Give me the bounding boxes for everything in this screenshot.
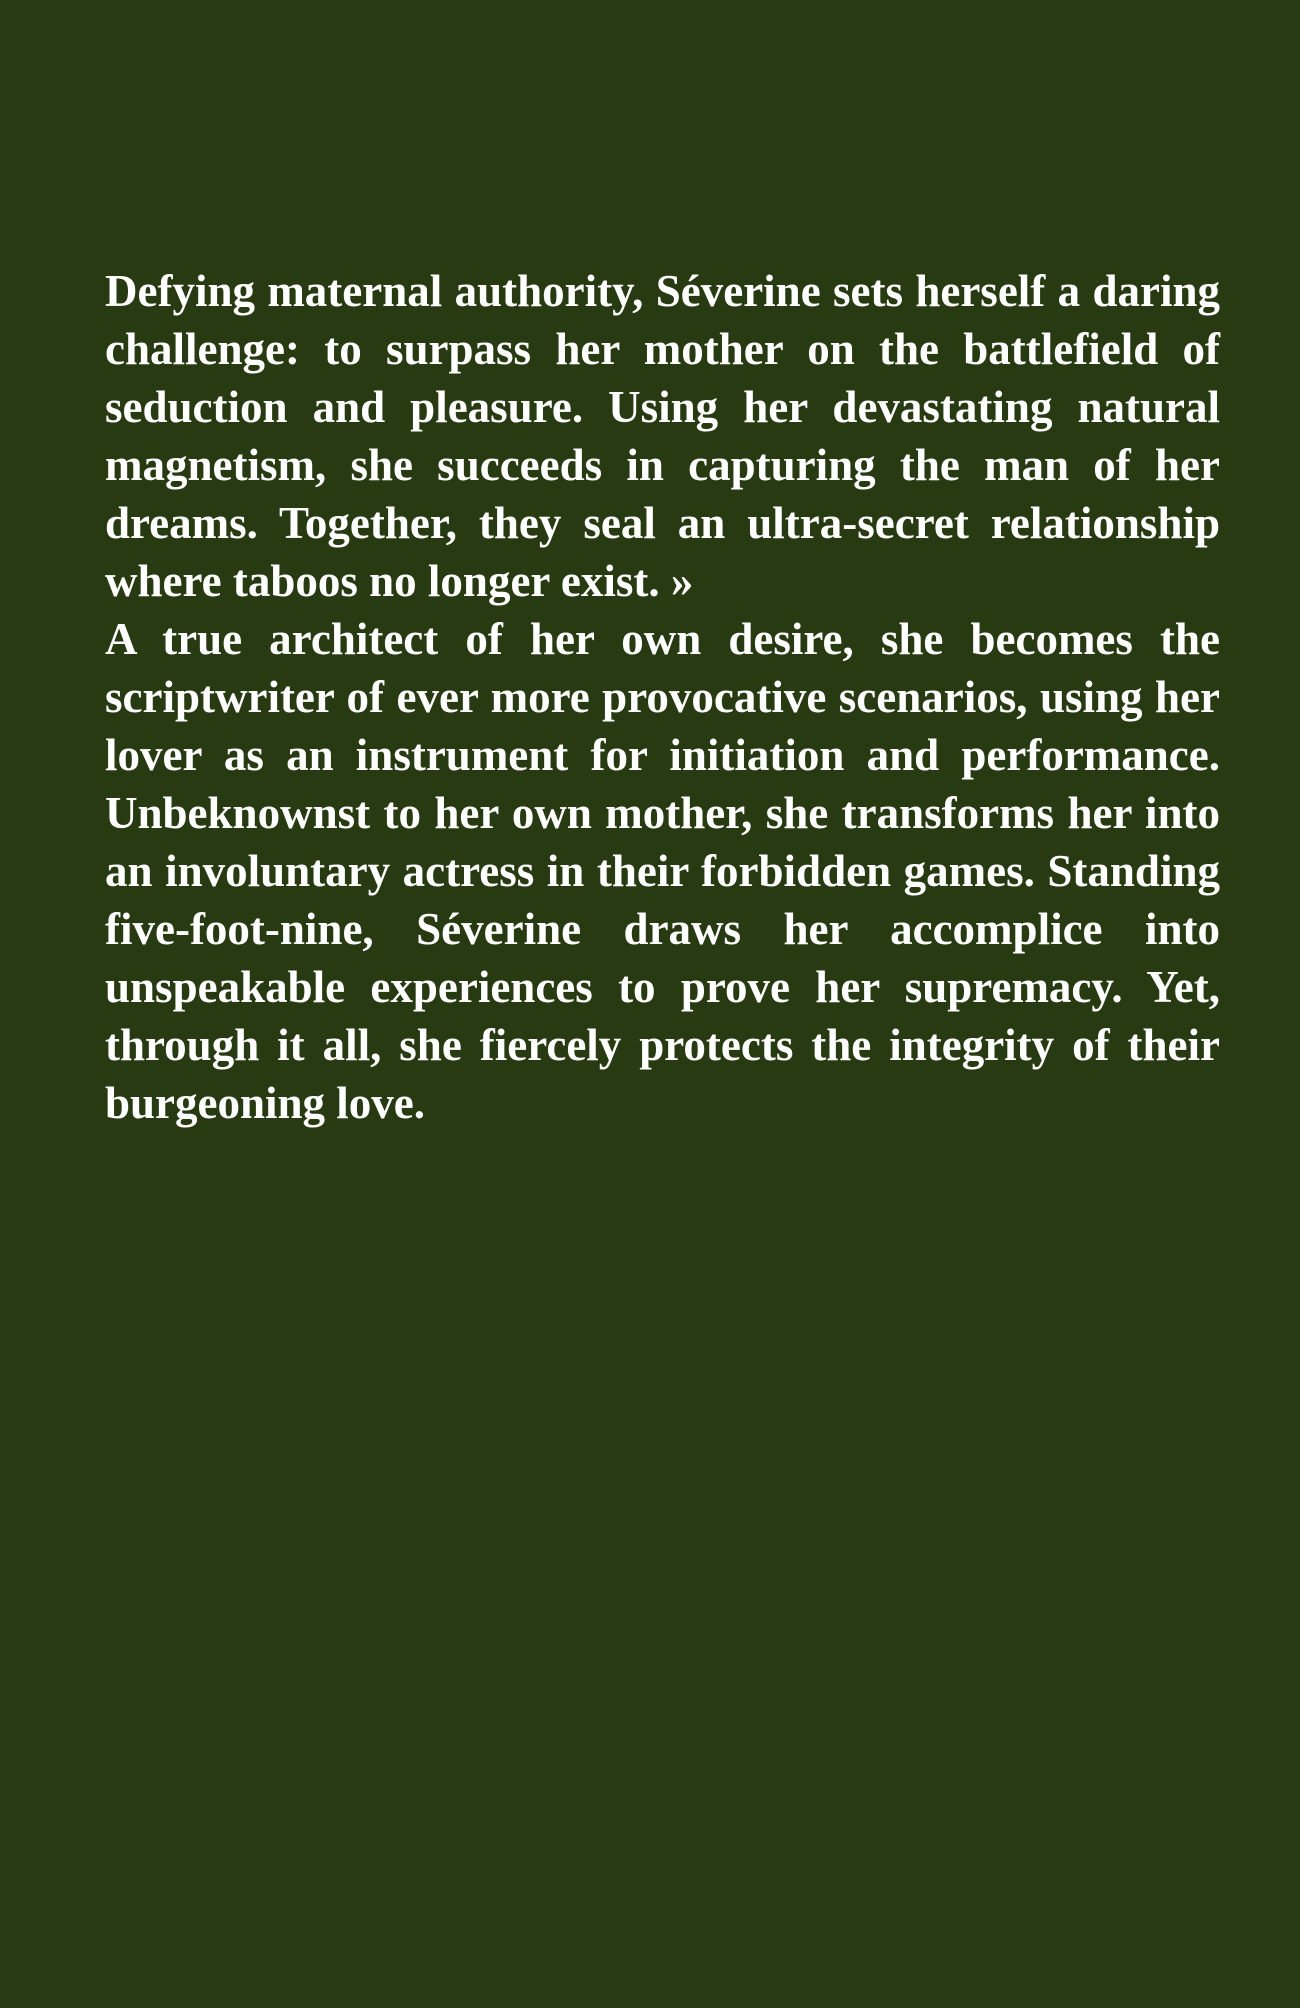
blurb-paragraph-1: Defying maternal authority, Séverine sets herself a daring challenge: to surpass her mother on the battlefield of seduction and pleasure. Using her devastating natural magnetism, she succeeds in capturing the man of her dreams. Together, they seal an ultra-secret relationship where taboos no longer exist. » bbox=[105, 266, 1220, 606]
blurb-paragraph-2: A true architect of her own desire, she becomes the scriptwriter of ever more provocative scenarios, using her lover as an instrument for initiation and performance. Unbeknownst to her own mother, she transforms her into an involuntary actress in their forbidden games. Standing five-foot-nine, Séverine draws her accomplice into unspeakable experiences to prove her supremacy. Yet, through it all, she fiercely protects the integrity of their burgeoning love. bbox=[105, 614, 1220, 1128]
blurb-text bbox=[105, 262, 1220, 1132]
